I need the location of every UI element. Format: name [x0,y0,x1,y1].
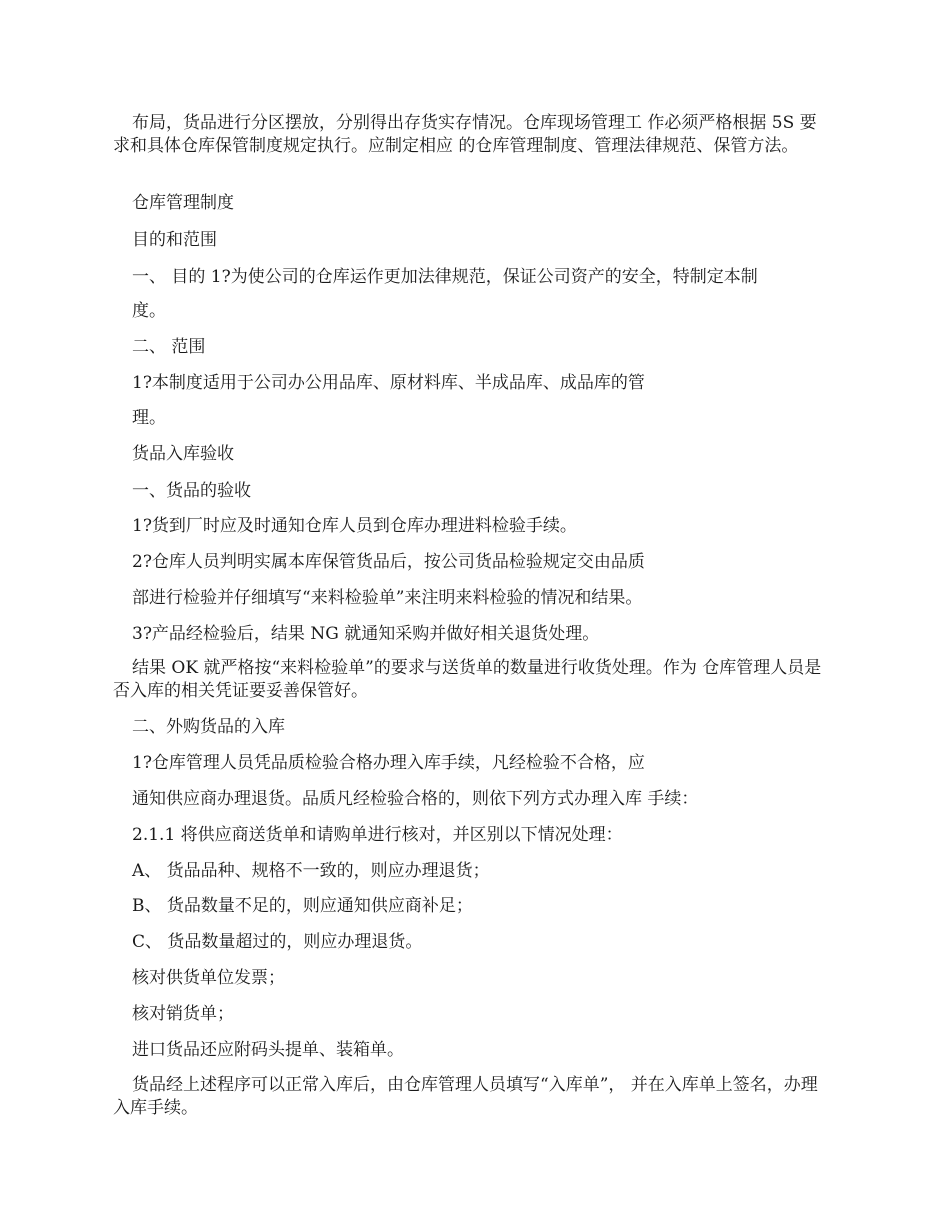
paragraph-inbound-1: 1?仓库管理人员凭品质检验合格办理入库手续，凡经检验不合格，应 [132,753,645,773]
heading-warehouse-system: 仓库管理制度 [132,193,234,213]
paragraph-scope-cont: 理。 [132,408,166,428]
paragraph-2-1-1: 2.1.1 将供应商送货单和请购单进行核对，并区别以下情况处理： [132,825,623,845]
paragraph-item-1: 1?货到厂时应及时通知仓库人员到仓库办理进料检验手续。 [132,516,577,536]
paragraph-check-sales-slip: 核对销货单； [132,1004,234,1024]
paragraph-import-docs: 进口货品还应附码头提单、装箱单。 [132,1040,404,1060]
paragraph-item-2-cont: 部进行检验并仔细填写“来料检验单”来注明来料检验的情况和结果。 [132,588,643,608]
heading-goods-inspection: 一、货品的验收 [132,481,251,501]
list-item-a: A、 货品品种、规格不一致的，则应办理退货； [132,861,490,881]
paragraph-purpose: 一、 目的 1?为使公司的仓库运作更加法律规范，保证公司资产的安全，特制定本制 [132,267,758,287]
heading-scope: 二、 范围 [132,337,206,357]
paragraph-scope: 1?本制度适用于公司办公用品库、原材料库、半成品库、成品库的管 [132,373,645,393]
list-item-c: C、 货品数量超过的，则应办理退货。 [132,932,423,952]
heading-inbound-inspection: 货品入库验收 [132,444,234,464]
paragraph-inbound-1-cont: 通知供应商办理退货。品质凡经检验合格的，则依下列方式办理入库 手续： [132,789,699,809]
heading-purchased-inbound: 二、外购货品的入库 [132,717,285,737]
heading-purpose-scope: 目的和范围 [132,230,217,250]
paragraph-result-ok: 结果 OK 就严格按“来料检验单”的要求与送货单的数量进行收货处理。作为 仓库管理人员是否入库的相关凭证要妥善保管好。 [113,658,822,701]
paragraph-intro: 布局，货品进行分区摆放，分别得出存货实存情况。仓库现场管理工 作必须严格根据 5S 要求和具体仓库保管制度规定执行。应制定相应 的仓库管理制度、管理法律规范、保管方法。 [113,113,817,156]
paragraph-check-invoice: 核对供货单位发票； [132,968,285,988]
paragraph-item-3: 3?产品经检验后，结果 NG 就通知采购并做好相关退货处理。 [132,624,600,644]
paragraph-purpose-cont: 度。 [132,301,166,321]
paragraph-inbound-procedure: 货品经上述程序可以正常入库后，由仓库管理人员填写“入库单”， 并在入库单上签名，办理入库手续。 [113,1075,818,1118]
list-item-b: B、 货品数量不足的，则应通知供应商补足； [132,896,473,916]
paragraph-item-2: 2?仓库人员判明实属本库保管货品后，按公司货品检验规定交由品质 [132,552,645,572]
